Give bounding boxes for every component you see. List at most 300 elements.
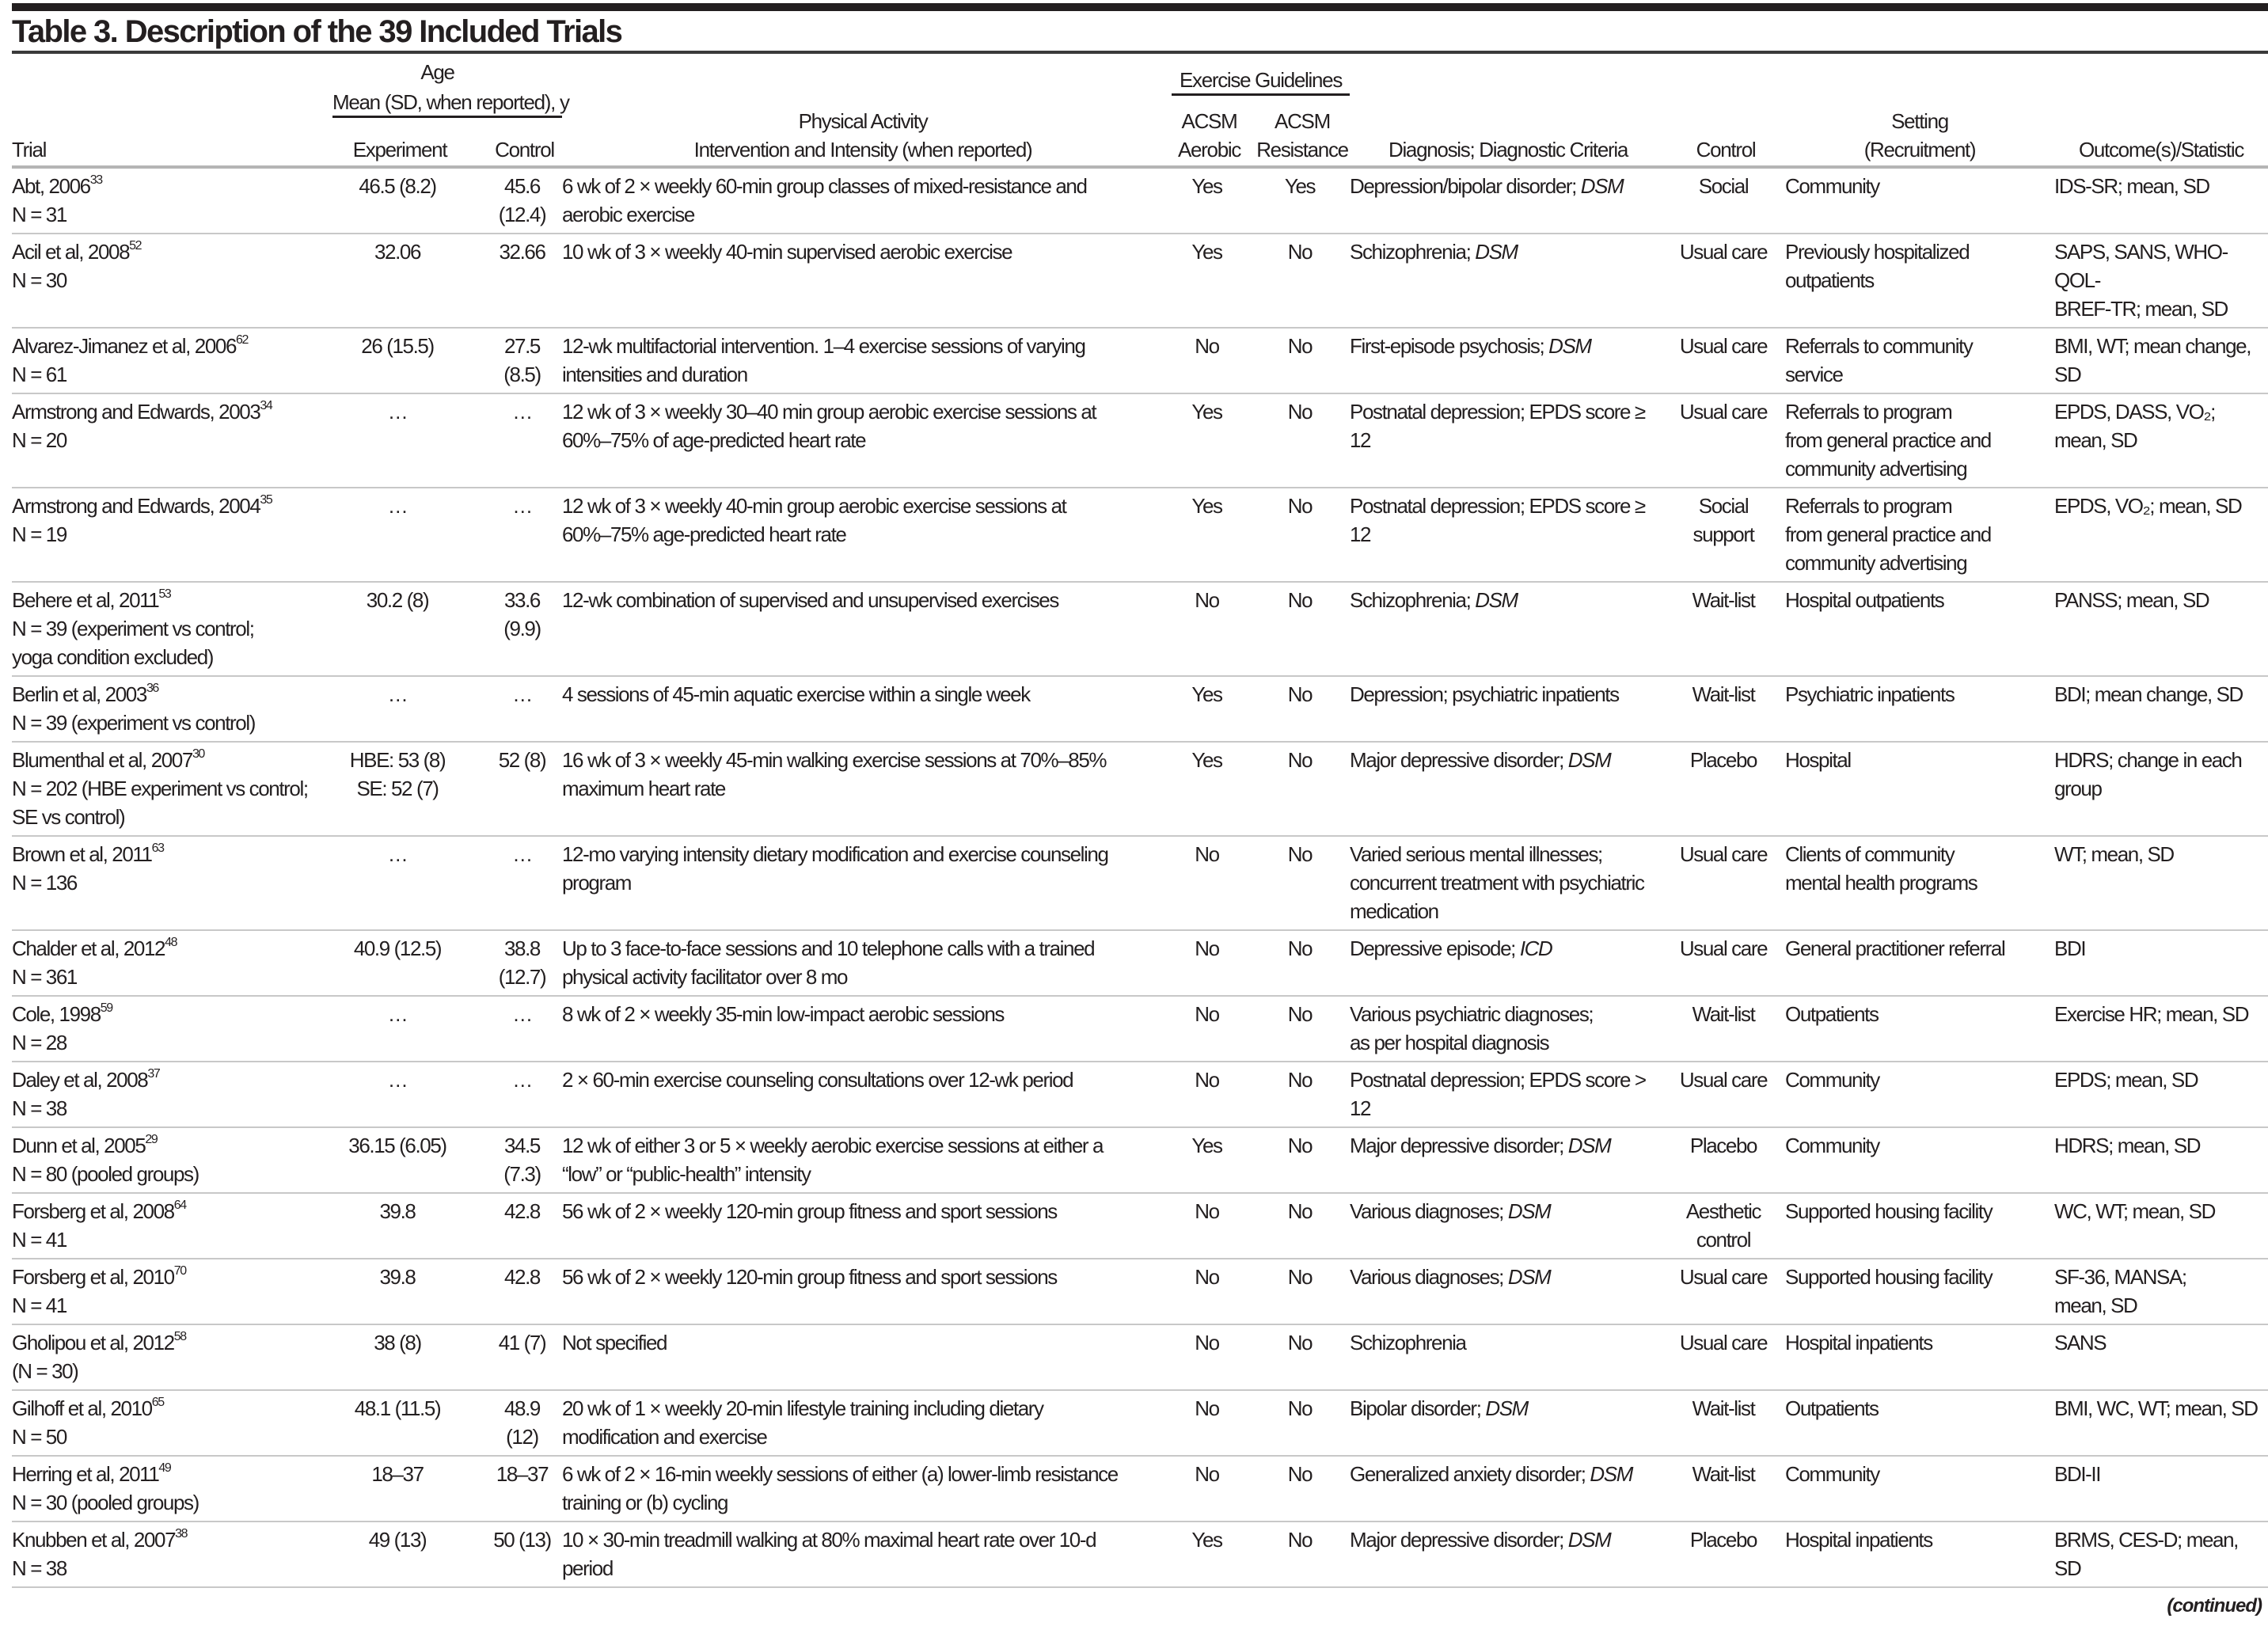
sample-size: N = 61 xyxy=(12,363,66,386)
diagnostic-criteria: DSM xyxy=(1590,1462,1632,1486)
trial-name: Blumenthal et al, 2007 xyxy=(12,748,192,772)
control-condition: Usual care xyxy=(1666,1259,1785,1324)
age-experiment: … xyxy=(313,1062,487,1127)
acsm-resistance: No xyxy=(1255,996,1350,1062)
setting: Referrals to community service xyxy=(1785,328,2054,393)
outcome: BDI xyxy=(2054,930,2268,996)
diagnosis: Major depressive disorder; xyxy=(1350,748,1568,772)
acsm-aerobic: Yes xyxy=(1164,393,1255,488)
control-condition: Wait-list xyxy=(1666,1456,1785,1522)
intervention: 6 wk of 2 × 16-min weekly sessions of either (a) lower-limb resistance training or (b) cycling xyxy=(562,1456,1164,1522)
diagnosis-cell xyxy=(1350,1390,1666,1456)
top-rule xyxy=(12,3,2268,11)
sample-size: N = 38 xyxy=(12,1556,66,1580)
diagnostic-criteria: DSM xyxy=(1567,1528,1611,1552)
setting: Hospital inpatients xyxy=(1785,1324,2054,1390)
diagnosis: Schizophrenia xyxy=(1350,1331,1466,1354)
reference-number: 49 xyxy=(158,1461,171,1476)
age-experiment: … xyxy=(313,676,487,742)
header-pa-2: Intervention and Intensity (when reported) xyxy=(693,138,1032,161)
diagnosis-cell xyxy=(1350,169,1666,234)
setting: Supported housing facility xyxy=(1785,1193,2054,1259)
header-aerobic-2: Aerobic xyxy=(1177,138,1241,161)
diagnosis-cell xyxy=(1350,836,1666,930)
setting: Community xyxy=(1785,1456,2054,1522)
table-row xyxy=(12,676,2268,742)
setting: Psychiatric inpatients xyxy=(1785,676,2054,742)
header-aerobic-1: ACSM xyxy=(1181,109,1237,133)
control-condition: Usual care xyxy=(1666,930,1785,996)
trial-name: Armstrong and Edwards, 2003 xyxy=(12,400,260,424)
acsm-resistance: No xyxy=(1255,1259,1350,1324)
diagnostic-criteria: DSM xyxy=(1548,334,1591,358)
sample-size: N = 39 (experiment vs control; yoga condition excluded) xyxy=(12,617,254,669)
diagnosis: Generalized anxiety disorder; xyxy=(1350,1462,1590,1486)
acsm-resistance: No xyxy=(1255,488,1350,582)
setting: Outpatients xyxy=(1785,1390,2054,1456)
intervention: 56 wk of 2 × weekly 120-min group fitness and sport sessions xyxy=(562,1259,1164,1324)
reference-number: 36 xyxy=(146,682,158,696)
diagnosis: Major depressive disorder; xyxy=(1350,1134,1568,1157)
age-control: 45.6 (12.4) xyxy=(487,169,562,234)
acsm-resistance: No xyxy=(1255,1324,1350,1390)
age-experiment: 32.06 xyxy=(313,234,487,328)
age-experiment: 46.5 (8.2) xyxy=(313,169,487,234)
table-row xyxy=(12,742,2268,836)
age-experiment: 38 (8) xyxy=(313,1324,487,1390)
reference-number: 64 xyxy=(173,1199,186,1213)
control-condition: Placebo xyxy=(1666,1522,1785,1587)
acsm-aerobic: No xyxy=(1164,836,1255,930)
control-condition: Usual care xyxy=(1666,836,1785,930)
trial-cell xyxy=(12,930,313,996)
table-row xyxy=(12,582,2268,676)
diagnosis-cell xyxy=(1350,1259,1666,1324)
age-control: 34.5 (7.3) xyxy=(487,1127,562,1193)
acsm-aerobic: No xyxy=(1164,328,1255,393)
acsm-resistance: No xyxy=(1255,582,1350,676)
trial-cell xyxy=(12,234,313,328)
table-row xyxy=(12,1390,2268,1456)
outcome: EPDS, VO₂; mean, SD xyxy=(2054,488,2268,582)
age-experiment: 26 (15.5) xyxy=(313,328,487,393)
control-condition: Wait-list xyxy=(1666,676,1785,742)
intervention: 12 wk of either 3 or 5 × weekly aerobic exercise sessions at either a “low” or “public-health” intensity xyxy=(562,1127,1164,1193)
acsm-resistance: No xyxy=(1255,1193,1350,1259)
diagnosis-cell xyxy=(1350,1324,1666,1390)
sample-size: N = 20 xyxy=(12,428,66,452)
setting: Community xyxy=(1785,1127,2054,1193)
intervention: 12 wk of 3 × weekly 30–40 min group aerobic exercise sessions at 60%–75% of age-predicted heart rate xyxy=(562,393,1164,488)
age-control: … xyxy=(487,836,562,930)
table-row xyxy=(12,488,2268,582)
table-row xyxy=(12,1324,2268,1390)
setting: Previously hospitalized outpatients xyxy=(1785,234,2054,328)
intervention: 6 wk of 2 × weekly 60-min group classes of mixed-resistance and aerobic exercise xyxy=(562,169,1164,234)
intervention: 16 wk of 3 × weekly 45-min walking exercise sessions at 70%–85% maximum heart rate xyxy=(562,742,1164,836)
age-control: 32.66 xyxy=(487,234,562,328)
age-control: 41 (7) xyxy=(487,1324,562,1390)
trial-cell xyxy=(12,1193,313,1259)
age-experiment: 18–37 xyxy=(313,1456,487,1522)
header-age-sub: Mean (SD, when reported), y xyxy=(332,89,562,118)
control-condition: Wait-list xyxy=(1666,996,1785,1062)
control-condition: Usual care xyxy=(1666,234,1785,328)
diagnosis-cell xyxy=(1350,930,1666,996)
acsm-aerobic: Yes xyxy=(1164,488,1255,582)
diagnosis: Depression/bipolar disorder; xyxy=(1350,174,1581,198)
header-outcome: Outcome(s)/Statistic xyxy=(2078,138,2244,161)
setting: Outpatients xyxy=(1785,996,2054,1062)
sample-size: N = 41 xyxy=(12,1294,66,1317)
control-condition: Usual care xyxy=(1666,393,1785,488)
intervention: 20 wk of 1 × weekly 20-min lifestyle training including dietary modification and exercise xyxy=(562,1390,1164,1456)
sample-size: N = 31 xyxy=(12,203,66,226)
age-experiment: … xyxy=(313,836,487,930)
diagnosis: Various diagnoses; xyxy=(1350,1265,1508,1289)
reference-number: 52 xyxy=(129,239,142,253)
trial-cell xyxy=(12,742,313,836)
acsm-aerobic: Yes xyxy=(1164,676,1255,742)
setting: Hospital xyxy=(1785,742,2054,836)
diagnosis: Depression; psychiatric inpatients xyxy=(1350,682,1619,706)
intervention: 12-wk combination of supervised and unsupervised exercises xyxy=(562,582,1164,676)
control-condition: Usual care xyxy=(1666,1324,1785,1390)
trial-cell xyxy=(12,169,313,234)
diagnosis-cell xyxy=(1350,488,1666,582)
acsm-aerobic: No xyxy=(1164,1324,1255,1390)
header-age: Age xyxy=(420,60,454,84)
reference-number: 30 xyxy=(192,747,204,762)
reference-number: 58 xyxy=(173,1330,186,1344)
trial-name: Knubben et al, 2007 xyxy=(12,1528,176,1552)
sample-size: N = 30 xyxy=(12,268,66,292)
acsm-aerobic: Yes xyxy=(1164,1522,1255,1587)
reference-number: 62 xyxy=(236,333,249,348)
setting: Supported housing facility xyxy=(1785,1259,2054,1324)
acsm-aerobic: No xyxy=(1164,1456,1255,1522)
setting: Referrals to program from general practice and community advertising xyxy=(1785,488,2054,582)
control-condition: Aesthetic control xyxy=(1666,1193,1785,1259)
sample-size: N = 30 (pooled groups) xyxy=(12,1491,199,1514)
diagnostic-criteria: DSM xyxy=(1507,1265,1551,1289)
acsm-aerobic: No xyxy=(1164,1259,1255,1324)
age-experiment: HBE: 53 (8) SE: 52 (7) xyxy=(313,742,487,836)
intervention: 56 wk of 2 × weekly 120-min group fitness and sport sessions xyxy=(562,1193,1164,1259)
diagnosis-cell xyxy=(1350,328,1666,393)
diagnosis: Schizophrenia; xyxy=(1350,240,1476,264)
header-control-age: Control xyxy=(495,138,554,161)
trial-name: Forsberg et al, 2008 xyxy=(12,1199,174,1223)
outcome: BRMS, CES-D; mean, SD xyxy=(2054,1522,2268,1587)
table-row xyxy=(12,1127,2268,1193)
outcome: WC, WT; mean, SD xyxy=(2054,1193,2268,1259)
reference-number: 38 xyxy=(175,1527,188,1541)
trial-name: Brown et al, 2011 xyxy=(12,842,152,866)
table-row xyxy=(12,1522,2268,1587)
acsm-resistance: No xyxy=(1255,1522,1350,1587)
diagnosis-cell xyxy=(1350,996,1666,1062)
outcome: SAPS, SANS, WHO-QOL- BREF-TR; mean, SD xyxy=(2054,234,2268,328)
outcome: PANSS; mean, SD xyxy=(2054,582,2268,676)
acsm-aerobic: No xyxy=(1164,1062,1255,1127)
diagnosis: Varied serious mental illnesses; concurrent treatment with psychiatric medication xyxy=(1350,842,1644,923)
trial-cell xyxy=(12,1390,313,1456)
trial-cell xyxy=(12,1127,313,1193)
reference-number: 29 xyxy=(145,1133,158,1147)
age-control: … xyxy=(487,488,562,582)
trial-cell xyxy=(12,328,313,393)
trial-cell xyxy=(12,393,313,488)
control-condition: Placebo xyxy=(1666,742,1785,836)
age-experiment: 48.1 (11.5) xyxy=(313,1390,487,1456)
diagnosis-cell xyxy=(1350,393,1666,488)
age-experiment: 39.8 xyxy=(313,1259,487,1324)
reference-number: 34 xyxy=(260,399,272,413)
diagnosis-cell xyxy=(1350,1522,1666,1587)
trial-name: Dunn et al, 2005 xyxy=(12,1134,146,1157)
table-row xyxy=(12,996,2268,1062)
sample-size: N = 202 (HBE experiment vs control; SE vs control) xyxy=(12,777,308,829)
trial-cell xyxy=(12,1456,313,1522)
acsm-resistance: No xyxy=(1255,393,1350,488)
age-control: … xyxy=(487,676,562,742)
diagnosis: Postnatal depression; EPDS score ≥ 12 xyxy=(1350,494,1645,546)
diagnosis-cell xyxy=(1350,1456,1666,1522)
reference-number: 53 xyxy=(158,587,171,602)
table-row xyxy=(12,1062,2268,1127)
outcome: BMI, WT; mean change, SD xyxy=(2054,328,2268,393)
acsm-aerobic: No xyxy=(1164,582,1255,676)
table-row xyxy=(12,169,2268,234)
intervention: 12-wk multifactorial intervention. 1–4 exercise sessions of varying intensities and duration xyxy=(562,328,1164,393)
outcome: HDRS; mean, SD xyxy=(2054,1127,2268,1193)
age-control: 42.8 xyxy=(487,1193,562,1259)
header-experiment: Experiment xyxy=(352,138,447,161)
age-experiment: 30.2 (8) xyxy=(313,582,487,676)
trial-cell xyxy=(12,1522,313,1587)
trial-name: Acil et al, 2008 xyxy=(12,240,130,264)
trial-name: Armstrong and Edwards, 2004 xyxy=(12,494,260,518)
table-title: Table 3. Description of the 39 Included Trials xyxy=(12,14,622,49)
trial-name: Gholipou et al, 2012 xyxy=(12,1331,174,1354)
trial-cell xyxy=(12,676,313,742)
table-row xyxy=(12,1193,2268,1259)
diagnostic-criteria: DSM xyxy=(1507,1199,1551,1223)
age-control: 18–37 xyxy=(487,1456,562,1522)
trial-cell xyxy=(12,582,313,676)
trial-name: Berlin et al, 2003 xyxy=(12,682,146,706)
diagnosis-cell xyxy=(1350,1062,1666,1127)
control-condition: Usual care xyxy=(1666,1062,1785,1127)
trial-name: Behere et al, 2011 xyxy=(12,588,159,612)
trial-cell xyxy=(12,488,313,582)
trial-name: Abt, 2006 xyxy=(12,174,90,198)
diagnostic-criteria: ICD xyxy=(1519,936,1552,960)
intervention: Up to 3 face-to-face sessions and 10 telephone calls with a trained physical activity facilitator over 8 mo xyxy=(562,930,1164,996)
diagnosis-cell xyxy=(1350,742,1666,836)
age-control: 33.6 (9.9) xyxy=(487,582,562,676)
diagnosis: Postnatal depression; EPDS score ≥ 12 xyxy=(1350,400,1645,452)
trial-name: Gilhoff et al, 2010 xyxy=(12,1396,152,1420)
sample-size: N = 41 xyxy=(12,1228,66,1252)
diagnosis-cell xyxy=(1350,582,1666,676)
age-experiment: … xyxy=(313,488,487,582)
acsm-resistance: No xyxy=(1255,1062,1350,1127)
table-row xyxy=(12,930,2268,996)
sample-size: N = 50 xyxy=(12,1425,66,1449)
outcome: HDRS; change in each group xyxy=(2054,742,2268,836)
age-control: 38.8 (12.7) xyxy=(487,930,562,996)
setting: Hospital outpatients xyxy=(1785,582,2054,676)
sample-size: (N = 30) xyxy=(12,1359,78,1383)
sample-size: N = 28 xyxy=(12,1031,66,1054)
diagnosis: Postnatal depression; EPDS score > 12 xyxy=(1350,1068,1646,1120)
trial-name: Herring et al, 2011 xyxy=(12,1462,159,1486)
outcome: WT; mean, SD xyxy=(2054,836,2268,930)
age-experiment: 39.8 xyxy=(313,1193,487,1259)
control-condition: Social support xyxy=(1666,488,1785,582)
outcome: BDI-II xyxy=(2054,1456,2268,1522)
diagnosis: Bipolar disorder; xyxy=(1350,1396,1486,1420)
table-row xyxy=(12,836,2268,930)
acsm-aerobic: No xyxy=(1164,1193,1255,1259)
outcome: EPDS, DASS, VO₂; mean, SD xyxy=(2054,393,2268,488)
header-setting-1: Setting xyxy=(1891,109,1948,133)
sample-size: N = 19 xyxy=(12,522,66,546)
acsm-aerobic: No xyxy=(1164,930,1255,996)
age-control: … xyxy=(487,1062,562,1127)
outcome: BMI, WC, WT; mean, SD xyxy=(2054,1390,2268,1456)
diagnostic-criteria: DSM xyxy=(1580,174,1624,198)
intervention: 10 wk of 3 × weekly 40-min supervised aerobic exercise xyxy=(562,234,1164,328)
reference-number: 63 xyxy=(151,841,164,856)
acsm-aerobic: Yes xyxy=(1164,1127,1255,1193)
setting: Referrals to program from general practice and community advertising xyxy=(1785,393,2054,488)
trial-cell xyxy=(12,1324,313,1390)
intervention: 12-mo varying intensity dietary modification and exercise counseling program xyxy=(562,836,1164,930)
trial-name: Chalder et al, 2012 xyxy=(12,936,165,960)
header-resistance-1: ACSM xyxy=(1275,109,1330,133)
diagnostic-criteria: DSM xyxy=(1567,748,1611,772)
trial-cell xyxy=(12,996,313,1062)
diagnosis-cell xyxy=(1350,1193,1666,1259)
sample-size: N = 39 (experiment vs control) xyxy=(12,711,255,735)
sample-size: N = 361 xyxy=(12,965,77,989)
acsm-aerobic: No xyxy=(1164,996,1255,1062)
diagnosis: Various diagnoses; xyxy=(1350,1199,1508,1223)
diagnosis-cell xyxy=(1350,1127,1666,1193)
diagnostic-criteria: DSM xyxy=(1475,240,1518,264)
acsm-resistance: No xyxy=(1255,742,1350,836)
diagnostic-criteria: DSM xyxy=(1485,1396,1528,1420)
table-header xyxy=(12,54,2268,165)
trial-cell xyxy=(12,1259,313,1324)
acsm-aerobic: No xyxy=(1164,1390,1255,1456)
acsm-resistance: No xyxy=(1255,1456,1350,1522)
setting: Community xyxy=(1785,1062,2054,1127)
age-experiment: 36.15 (6.05) xyxy=(313,1127,487,1193)
sample-size: N = 38 xyxy=(12,1096,66,1120)
header-control: Control xyxy=(1696,138,1756,161)
reference-number: 59 xyxy=(100,1001,112,1016)
outcome: BDI; mean change, SD xyxy=(2054,676,2268,742)
reference-number: 37 xyxy=(147,1067,160,1081)
age-control: 50 (13) xyxy=(487,1522,562,1587)
trial-name: Alvarez-Jimanez et al, 2006 xyxy=(12,334,237,358)
control-condition: Placebo xyxy=(1666,1127,1785,1193)
table-row xyxy=(12,393,2268,488)
setting: Hospital inpatients xyxy=(1785,1522,2054,1587)
table-row xyxy=(12,1456,2268,1522)
header-guidelines: Exercise Guidelines xyxy=(1172,66,1350,96)
setting: General practitioner referral xyxy=(1785,930,2054,996)
age-control: 42.8 xyxy=(487,1259,562,1324)
header-diagnosis: Diagnosis; Diagnostic Criteria xyxy=(1388,138,1628,161)
acsm-resistance: No xyxy=(1255,1390,1350,1456)
age-experiment: 49 (13) xyxy=(313,1522,487,1587)
reference-number: 65 xyxy=(151,1396,164,1410)
age-control: 52 (8) xyxy=(487,742,562,836)
intervention: 10 × 30-min treadmill walking at 80% maximal heart rate over 10-d period xyxy=(562,1522,1164,1587)
header-resistance-2: Resistance xyxy=(1256,138,1348,161)
diagnosis: First-episode psychosis; xyxy=(1350,334,1549,358)
acsm-aerobic: Yes xyxy=(1164,742,1255,836)
acsm-aerobic: Yes xyxy=(1164,234,1255,328)
trial-name: Cole, 1998 xyxy=(12,1002,101,1026)
sample-size: N = 136 xyxy=(12,871,77,895)
age-control: … xyxy=(487,393,562,488)
header-pa-1: Physical Activity xyxy=(798,109,928,133)
header-trial: Trial xyxy=(12,138,47,161)
control-condition: Wait-list xyxy=(1666,1390,1785,1456)
diagnosis: Major depressive disorder; xyxy=(1350,1528,1568,1552)
diagnostic-criteria: DSM xyxy=(1475,588,1518,612)
table-row xyxy=(12,234,2268,328)
reference-number: 33 xyxy=(89,173,102,188)
acsm-resistance: No xyxy=(1255,1127,1350,1193)
diagnostic-criteria: DSM xyxy=(1567,1134,1611,1157)
setting: Clients of community mental health programs xyxy=(1785,836,2054,930)
age-control: … xyxy=(487,996,562,1062)
acsm-resistance: No xyxy=(1255,930,1350,996)
trial-cell xyxy=(12,836,313,930)
age-experiment: … xyxy=(313,393,487,488)
outcome: EPDS; mean, SD xyxy=(2054,1062,2268,1127)
intervention: 2 × 60-min exercise counseling consultations over 12-wk period xyxy=(562,1062,1164,1127)
diagnosis-cell xyxy=(1350,676,1666,742)
table-row xyxy=(12,1259,2268,1324)
control-condition: Usual care xyxy=(1666,328,1785,393)
acsm-resistance: No xyxy=(1255,234,1350,328)
control-condition: Wait-list xyxy=(1666,582,1785,676)
sample-size: N = 80 (pooled groups) xyxy=(12,1162,199,1186)
age-experiment: 40.9 (12.5) xyxy=(313,930,487,996)
header-setting-2: (Recruitment) xyxy=(1863,138,1976,161)
setting: Community xyxy=(1785,169,2054,234)
reference-number: 70 xyxy=(173,1264,186,1278)
acsm-resistance: No xyxy=(1255,836,1350,930)
intervention: Not specified xyxy=(562,1324,1164,1390)
age-control: 27.5 (8.5) xyxy=(487,328,562,393)
intervention: 4 sessions of 45-min aquatic exercise within a single week xyxy=(562,676,1164,742)
table-row xyxy=(12,328,2268,393)
acsm-resistance: Yes xyxy=(1255,169,1350,234)
continued-note: (continued) xyxy=(2167,1595,2262,1617)
acsm-aerobic: Yes xyxy=(1164,169,1255,234)
table-body-wrapper xyxy=(12,169,2268,1626)
diagnosis: Depressive episode; xyxy=(1350,936,1520,960)
